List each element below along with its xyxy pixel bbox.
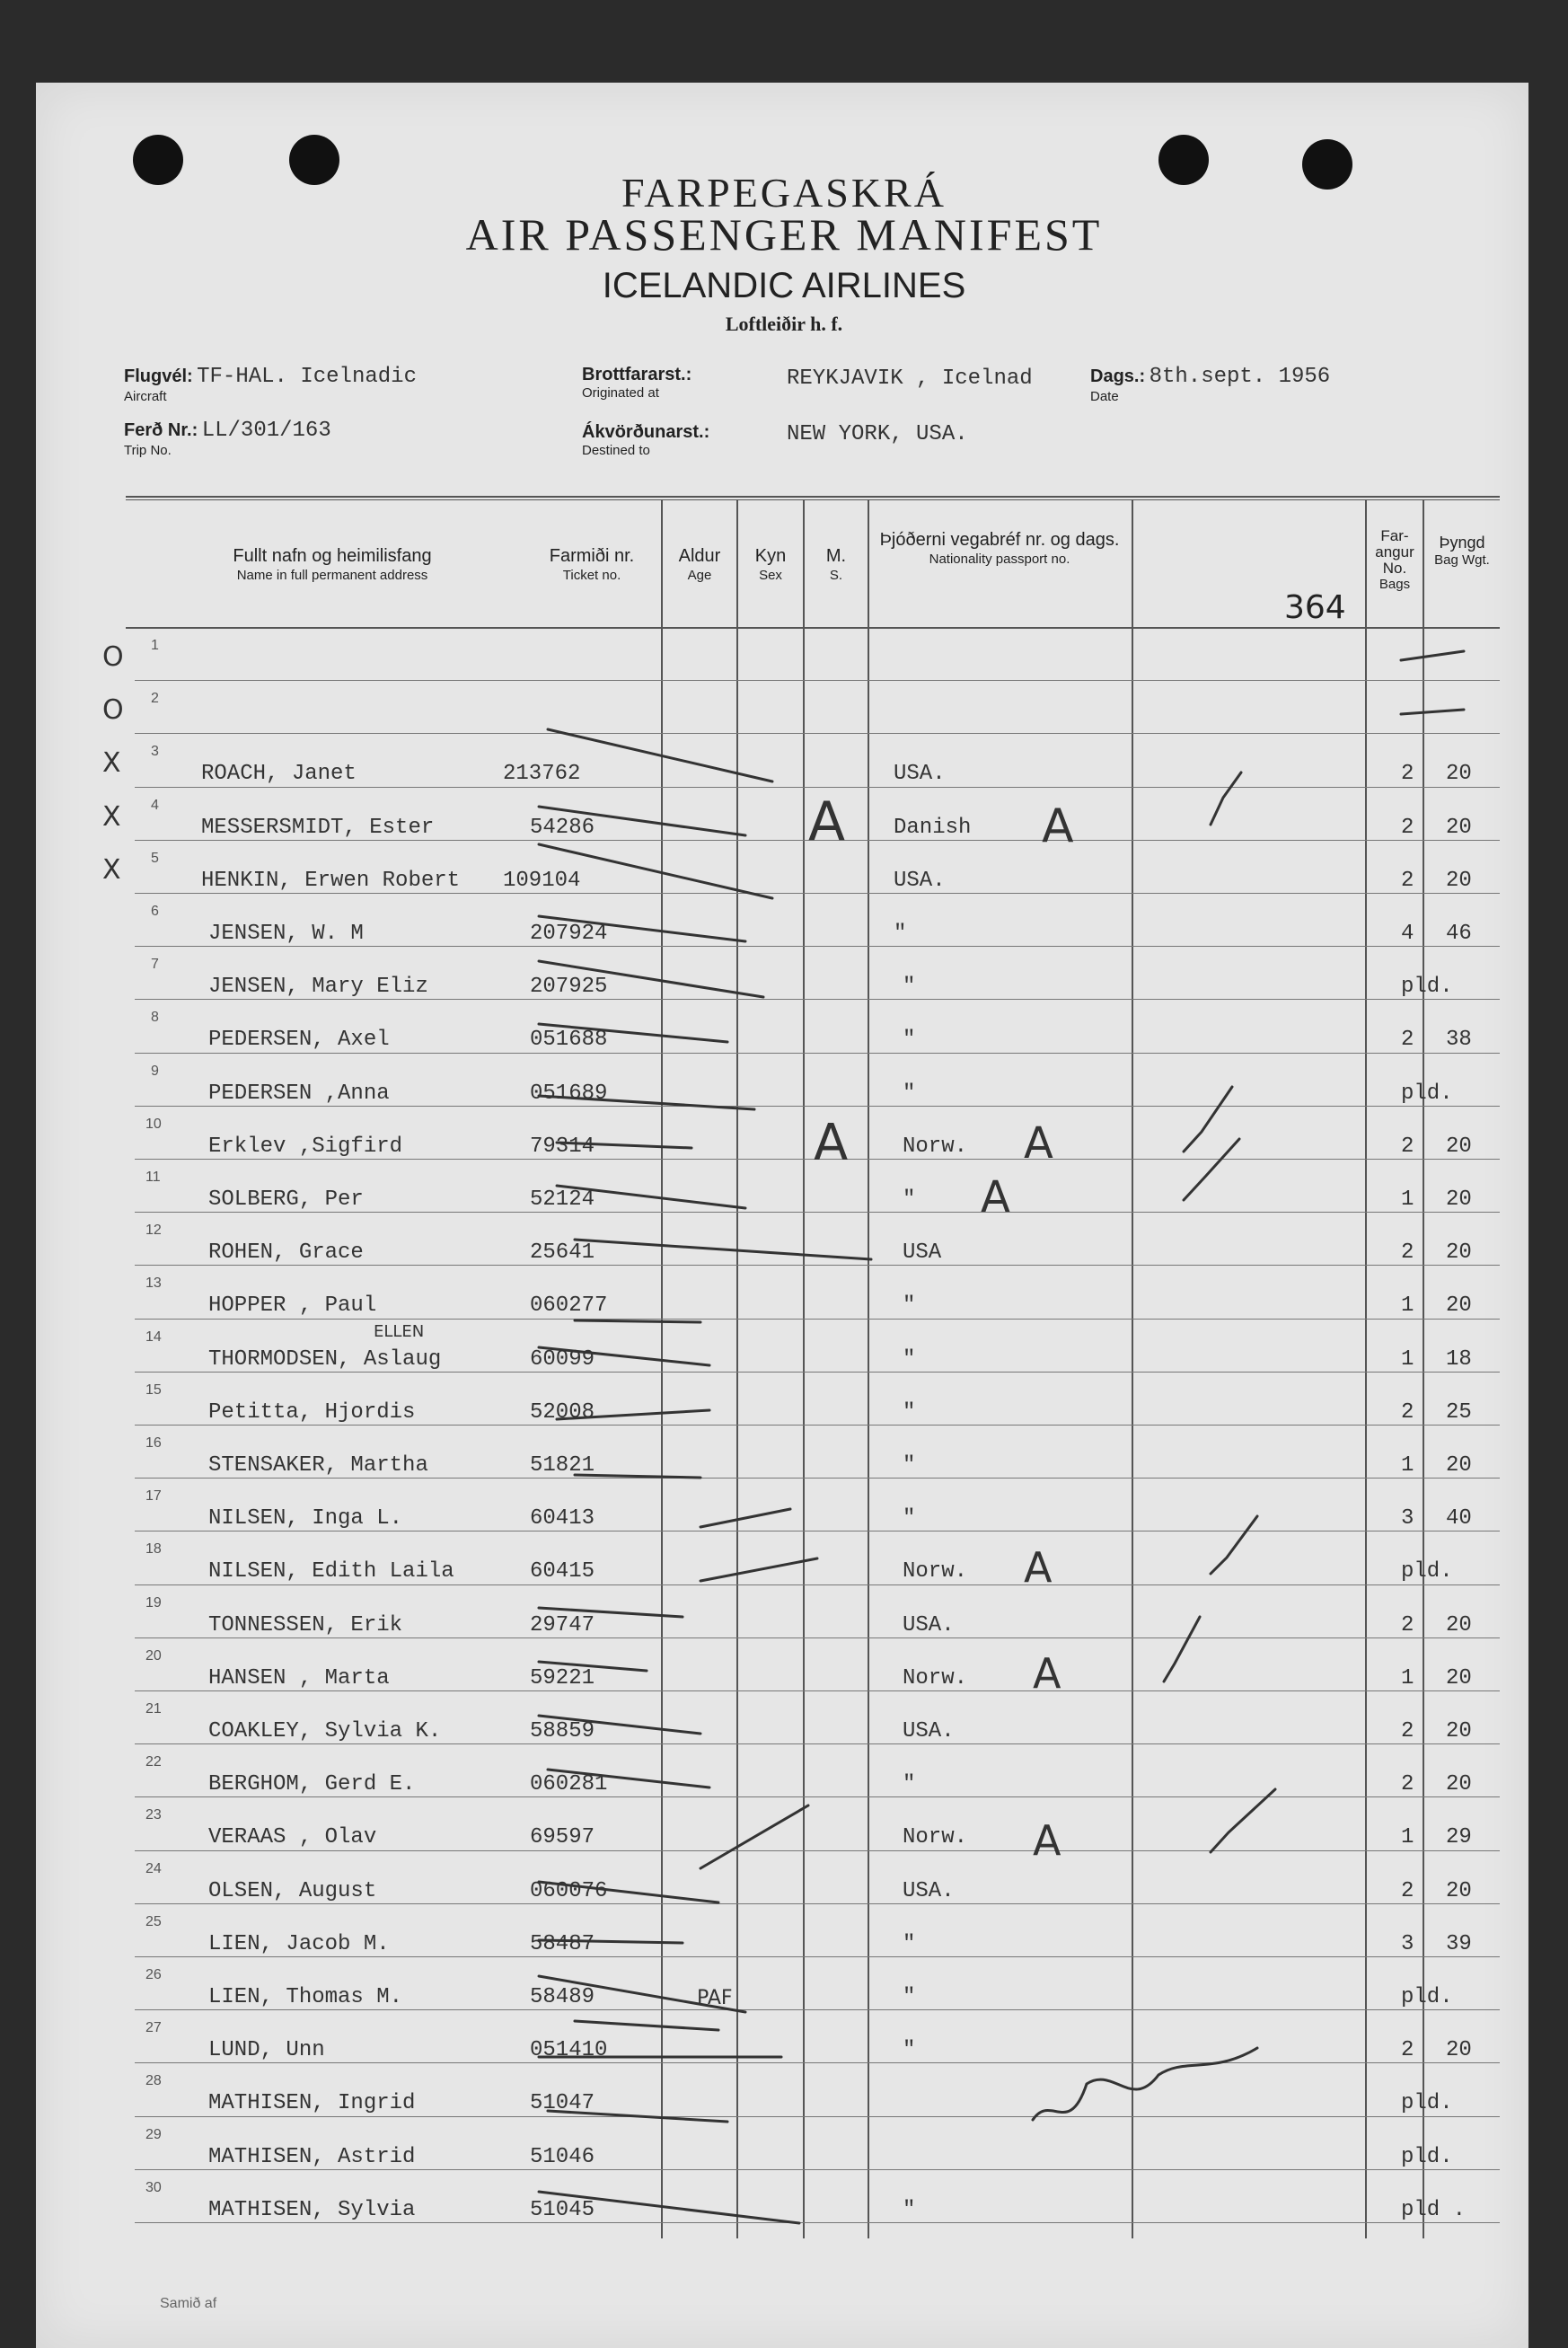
ticket-number: 69597 (530, 1825, 595, 1849)
nationality: Norw. (903, 1134, 968, 1159)
row-number: 15 (145, 1382, 162, 1398)
row-number: 22 (145, 1754, 162, 1770)
passenger-name: JENSEN, W. M (208, 922, 364, 946)
row-number: 23 (145, 1807, 162, 1823)
passenger-name: ROACH, Janet (201, 762, 357, 786)
passenger-name: VERAAS , Olav (208, 1825, 377, 1849)
passenger-name: NILSEN, Edith Laila (208, 1559, 454, 1584)
margin-mark: O (102, 694, 124, 726)
bag-count: 2 (1401, 1400, 1414, 1425)
passenger-name: THORMODSEN, Aslaug (208, 1347, 442, 1372)
destination-field: Ákvörðunarst.: Destined to (582, 422, 710, 458)
bag-weight: 25 (1446, 1400, 1472, 1425)
row-number: 6 (151, 904, 159, 919)
passenger-name: SOLBERG, Per (208, 1187, 364, 1212)
bag-weight: 20 (1446, 1453, 1472, 1478)
ticket-number: 52124 (530, 1187, 595, 1212)
passenger-name: MESSERSMIDT, Ester (201, 816, 435, 840)
bag-weight: 39 (1446, 1932, 1472, 1956)
bag-count: 1 (1401, 1293, 1414, 1318)
ticket-number: 25641 (530, 1240, 595, 1265)
airline-name: ICELANDIC AIRLINES (602, 266, 966, 305)
row-number: 26 (145, 1967, 162, 1982)
row-number: 3 (151, 744, 159, 759)
handwritten-a-mark: A (1033, 1816, 1061, 1865)
col-header-name: Fullt nafn og heimilisfang Name in full permanent address (233, 546, 432, 583)
bag-count: 2 (1401, 1134, 1414, 1159)
row-number: 8 (151, 1010, 159, 1025)
ticket-number: 051688 (530, 1028, 608, 1052)
nationality: Norw. (903, 1666, 968, 1690)
bag-count: 2 (1401, 816, 1414, 840)
company-name: Loftleiðir h. f. (725, 313, 843, 335)
passenger-name: COAKLEY, Sylvia K. (208, 1719, 442, 1743)
ticket-number: 051410 (530, 2038, 608, 2062)
bag-count: 1 (1401, 1825, 1414, 1849)
destination-value: NEW YORK, USA. (787, 422, 968, 446)
ticket-number: 109104 (503, 869, 581, 893)
nationality: " (903, 2038, 916, 2062)
col-header-nationality: Þjóðerni vegabréf nr. og dags. Nationality passport no. (879, 530, 1120, 567)
bag-count: 1 (1401, 1347, 1414, 1372)
row-number: 24 (145, 1861, 162, 1876)
bag-count: 1 (1401, 1187, 1414, 1212)
ticket-number: 51046 (530, 2145, 595, 2169)
margin-mark: O (102, 641, 124, 673)
row-number: 2 (151, 691, 159, 706)
ticket-number: 29747 (530, 1613, 595, 1637)
bag-count: pld . (1401, 2198, 1467, 2222)
row-number: 7 (151, 957, 159, 972)
row-number: 20 (145, 1648, 162, 1664)
bag-count: pld. (1401, 1985, 1453, 2009)
nationality: " (894, 922, 907, 946)
passenger-name: BERGHOM, Gerd E. (208, 1772, 416, 1796)
passenger-name: LIEN, Jacob M. (208, 1932, 390, 1956)
row-number: 9 (151, 1064, 159, 1079)
row-number: 21 (145, 1701, 162, 1717)
col-header-bags: Far-angur No. Bags (1375, 527, 1414, 592)
passenger-name: MATHISEN, Ingrid (208, 2091, 416, 2115)
passenger-name: Petitta, Hjordis (208, 1400, 416, 1425)
passenger-name: MATHISEN, Astrid (208, 2145, 416, 2169)
bag-count: 2 (1401, 1028, 1414, 1052)
row-number: 25 (145, 1914, 162, 1929)
handwritten-paf: PAF (697, 1987, 733, 2009)
nationality: " (903, 1028, 916, 1052)
nationality: " (903, 1985, 916, 2009)
bag-count: 2 (1401, 762, 1414, 786)
ticket-number: 213762 (503, 762, 581, 786)
row-number: 14 (145, 1329, 162, 1345)
nationality: " (903, 1081, 916, 1106)
ticket-number: 207925 (530, 975, 608, 999)
nationality: USA. (894, 869, 946, 893)
bag-weight: 20 (1446, 1240, 1472, 1265)
nationality: " (903, 1293, 916, 1318)
bag-weight: 20 (1446, 2038, 1472, 2062)
col-header-ticket: Farmiði nr. Ticket no. (549, 546, 635, 583)
handwritten-a-mark: A (808, 790, 846, 853)
bag-weight: 20 (1446, 1134, 1472, 1159)
ticket-number: 051689 (530, 1081, 608, 1106)
passenger-name: OLSEN, August (208, 1879, 377, 1903)
bag-weight: 40 (1446, 1506, 1472, 1531)
row-number: 13 (145, 1276, 162, 1291)
row-number: 27 (145, 2020, 162, 2035)
handwritten-a-mark: A (1042, 799, 1074, 853)
bag-count: 1 (1401, 1666, 1414, 1690)
ticket-number: 207924 (530, 922, 608, 946)
ticket-number: 54286 (530, 816, 595, 840)
row-number: 18 (145, 1541, 162, 1557)
passenger-name: HANSEN , Marta (208, 1666, 390, 1690)
ticket-number: 51045 (530, 2198, 595, 2222)
nationality: " (903, 1400, 916, 1425)
bag-count: pld. (1401, 2091, 1453, 2115)
nationality: " (903, 1506, 916, 1531)
row-number: 10 (145, 1117, 162, 1132)
passenger-name: PEDERSEN, Axel (208, 1028, 390, 1052)
nationality: Norw. (903, 1559, 968, 1584)
bag-weight: 18 (1446, 1347, 1472, 1372)
col-header-sex: Kyn Sex (754, 546, 787, 583)
ticket-number: 52008 (530, 1400, 595, 1425)
bag-weight: 20 (1446, 1772, 1472, 1796)
bag-weight: 20 (1446, 816, 1472, 840)
handwritten-a-mark: A (981, 1172, 1010, 1223)
bag-count: 3 (1401, 1932, 1414, 1956)
ticket-number: 060277 (530, 1293, 608, 1318)
bag-weight: 20 (1446, 1879, 1472, 1903)
passenger-name: STENSAKER, Martha (208, 1453, 428, 1478)
nationality: Norw. (903, 1825, 968, 1849)
row-number: 12 (145, 1223, 162, 1238)
passenger-name: ROHEN, Grace (208, 1240, 364, 1265)
bag-weight: 20 (1446, 1187, 1472, 1212)
bag-weight: 29 (1446, 1825, 1472, 1849)
col-header-weight: Þyngd Bag Wgt. (1434, 534, 1490, 568)
col-header-marital: M. S. (825, 546, 847, 583)
passenger-name: HOPPER , Paul (208, 1293, 377, 1318)
bag-count: 2 (1401, 1879, 1414, 1903)
ticket-number: 79314 (530, 1134, 595, 1159)
handwritten-a-mark: A (814, 1114, 849, 1172)
nationality: " (903, 1187, 916, 1212)
nationality: USA (903, 1240, 942, 1265)
passenger-name: MATHISEN, Sylvia (208, 2198, 416, 2222)
bag-count: 2 (1401, 2038, 1414, 2062)
bag-weight: 20 (1446, 1666, 1472, 1690)
nationality: USA. (903, 1719, 955, 1743)
nationality: " (903, 1932, 916, 1956)
handwritten-ellen: ELLEN (374, 1322, 425, 1341)
ticket-number: 58487 (530, 1932, 595, 1956)
handwritten-a-mark: A (1024, 1543, 1053, 1592)
footer-label: Samið af (160, 2296, 217, 2311)
nationality: " (903, 975, 916, 999)
bag-weight: 20 (1446, 869, 1472, 893)
bag-count: 2 (1401, 1719, 1414, 1743)
row-number: 29 (145, 2127, 162, 2142)
ticket-number: 58859 (530, 1719, 595, 1743)
bag-count: pld. (1401, 975, 1453, 999)
bag-weight: 20 (1446, 762, 1472, 786)
bag-count: 2 (1401, 1240, 1414, 1265)
trip-field: Ferð Nr.: LL/301/163 Trip No. (124, 419, 331, 458)
row-number: 1 (151, 638, 159, 653)
bag-count: 1 (1401, 1453, 1414, 1478)
ticket-number: 60099 (530, 1347, 595, 1372)
passenger-name: TONNESSEN, Erik (208, 1613, 403, 1637)
nationality: USA. (894, 762, 946, 786)
passenger-name: HENKIN, Erwen Robert (201, 869, 461, 893)
bag-weight: 46 (1446, 922, 1472, 946)
row-number: 4 (151, 798, 159, 813)
ticket-number: 060076 (530, 1879, 608, 1903)
bag-weight: 38 (1446, 1028, 1472, 1052)
ticket-number: 58489 (530, 1985, 595, 2009)
row-number: 17 (145, 1488, 162, 1504)
row-number: 11 (145, 1170, 161, 1185)
col-header-age: Aldur Age (678, 546, 721, 583)
passenger-name: PEDERSEN ,Anna (208, 1081, 390, 1106)
ticket-number: 60415 (530, 1559, 595, 1584)
bag-count: pld. (1401, 1559, 1453, 1584)
bag-count: pld. (1401, 1081, 1453, 1106)
bag-count: 4 (1401, 922, 1414, 946)
bag-count: 2 (1401, 1772, 1414, 1796)
bag-weight: 20 (1446, 1293, 1472, 1318)
margin-mark: X (102, 854, 121, 886)
nationality: " (903, 1347, 916, 1372)
bag-count: 2 (1401, 869, 1414, 893)
row-number: 5 (151, 851, 159, 866)
page-number: 364 (1284, 589, 1346, 626)
ticket-number: 060281 (530, 1772, 608, 1796)
title-english: AIR PASSENGER MANIFEST (465, 209, 1103, 260)
nationality: " (903, 1772, 916, 1796)
nationality: " (903, 2198, 916, 2222)
handwritten-a-mark: A (1024, 1118, 1053, 1169)
ticket-number: 59221 (530, 1666, 595, 1690)
bag-count: 3 (1401, 1506, 1414, 1531)
passenger-name: NILSEN, Inga L. (208, 1506, 403, 1531)
origin-field: Brottfararst.: Originated at (582, 365, 692, 401)
nationality: USA. (903, 1613, 955, 1637)
ticket-number: 51821 (530, 1453, 595, 1478)
handwritten-a-mark: A (1033, 1649, 1061, 1698)
bag-count: pld. (1401, 2145, 1453, 2169)
passenger-name: LUND, Unn (208, 2038, 325, 2062)
row-number: 28 (145, 2073, 162, 2088)
nationality: " (903, 1453, 916, 1478)
passenger-name: JENSEN, Mary Eliz (208, 975, 428, 999)
ticket-number: 51047 (530, 2091, 595, 2115)
row-number: 16 (145, 1435, 162, 1451)
nationality: USA. (903, 1879, 955, 1903)
row-number: 30 (145, 2180, 162, 2195)
aircraft-field: Flugvél: TF-HAL. Icelnadic Aircraft (124, 365, 417, 404)
margin-mark: X (102, 747, 121, 779)
ticket-number: 60413 (530, 1506, 595, 1531)
title-icelandic: FARPEGASKRÁ (621, 170, 947, 216)
bag-weight: 20 (1446, 1613, 1472, 1637)
bag-weight: 20 (1446, 1719, 1472, 1743)
date-field: Dags.: 8th.sept. 1956 Date (1090, 365, 1331, 404)
bag-count: 2 (1401, 1613, 1414, 1637)
nationality: Danish (894, 816, 972, 840)
origin-value: REYKJAVIK , Icelnad (787, 366, 1033, 391)
margin-mark: X (102, 801, 121, 833)
row-number: 19 (145, 1595, 162, 1611)
passenger-name: Erklev ,Sigfird (208, 1134, 403, 1159)
passenger-name: LIEN, Thomas M. (208, 1985, 403, 2009)
